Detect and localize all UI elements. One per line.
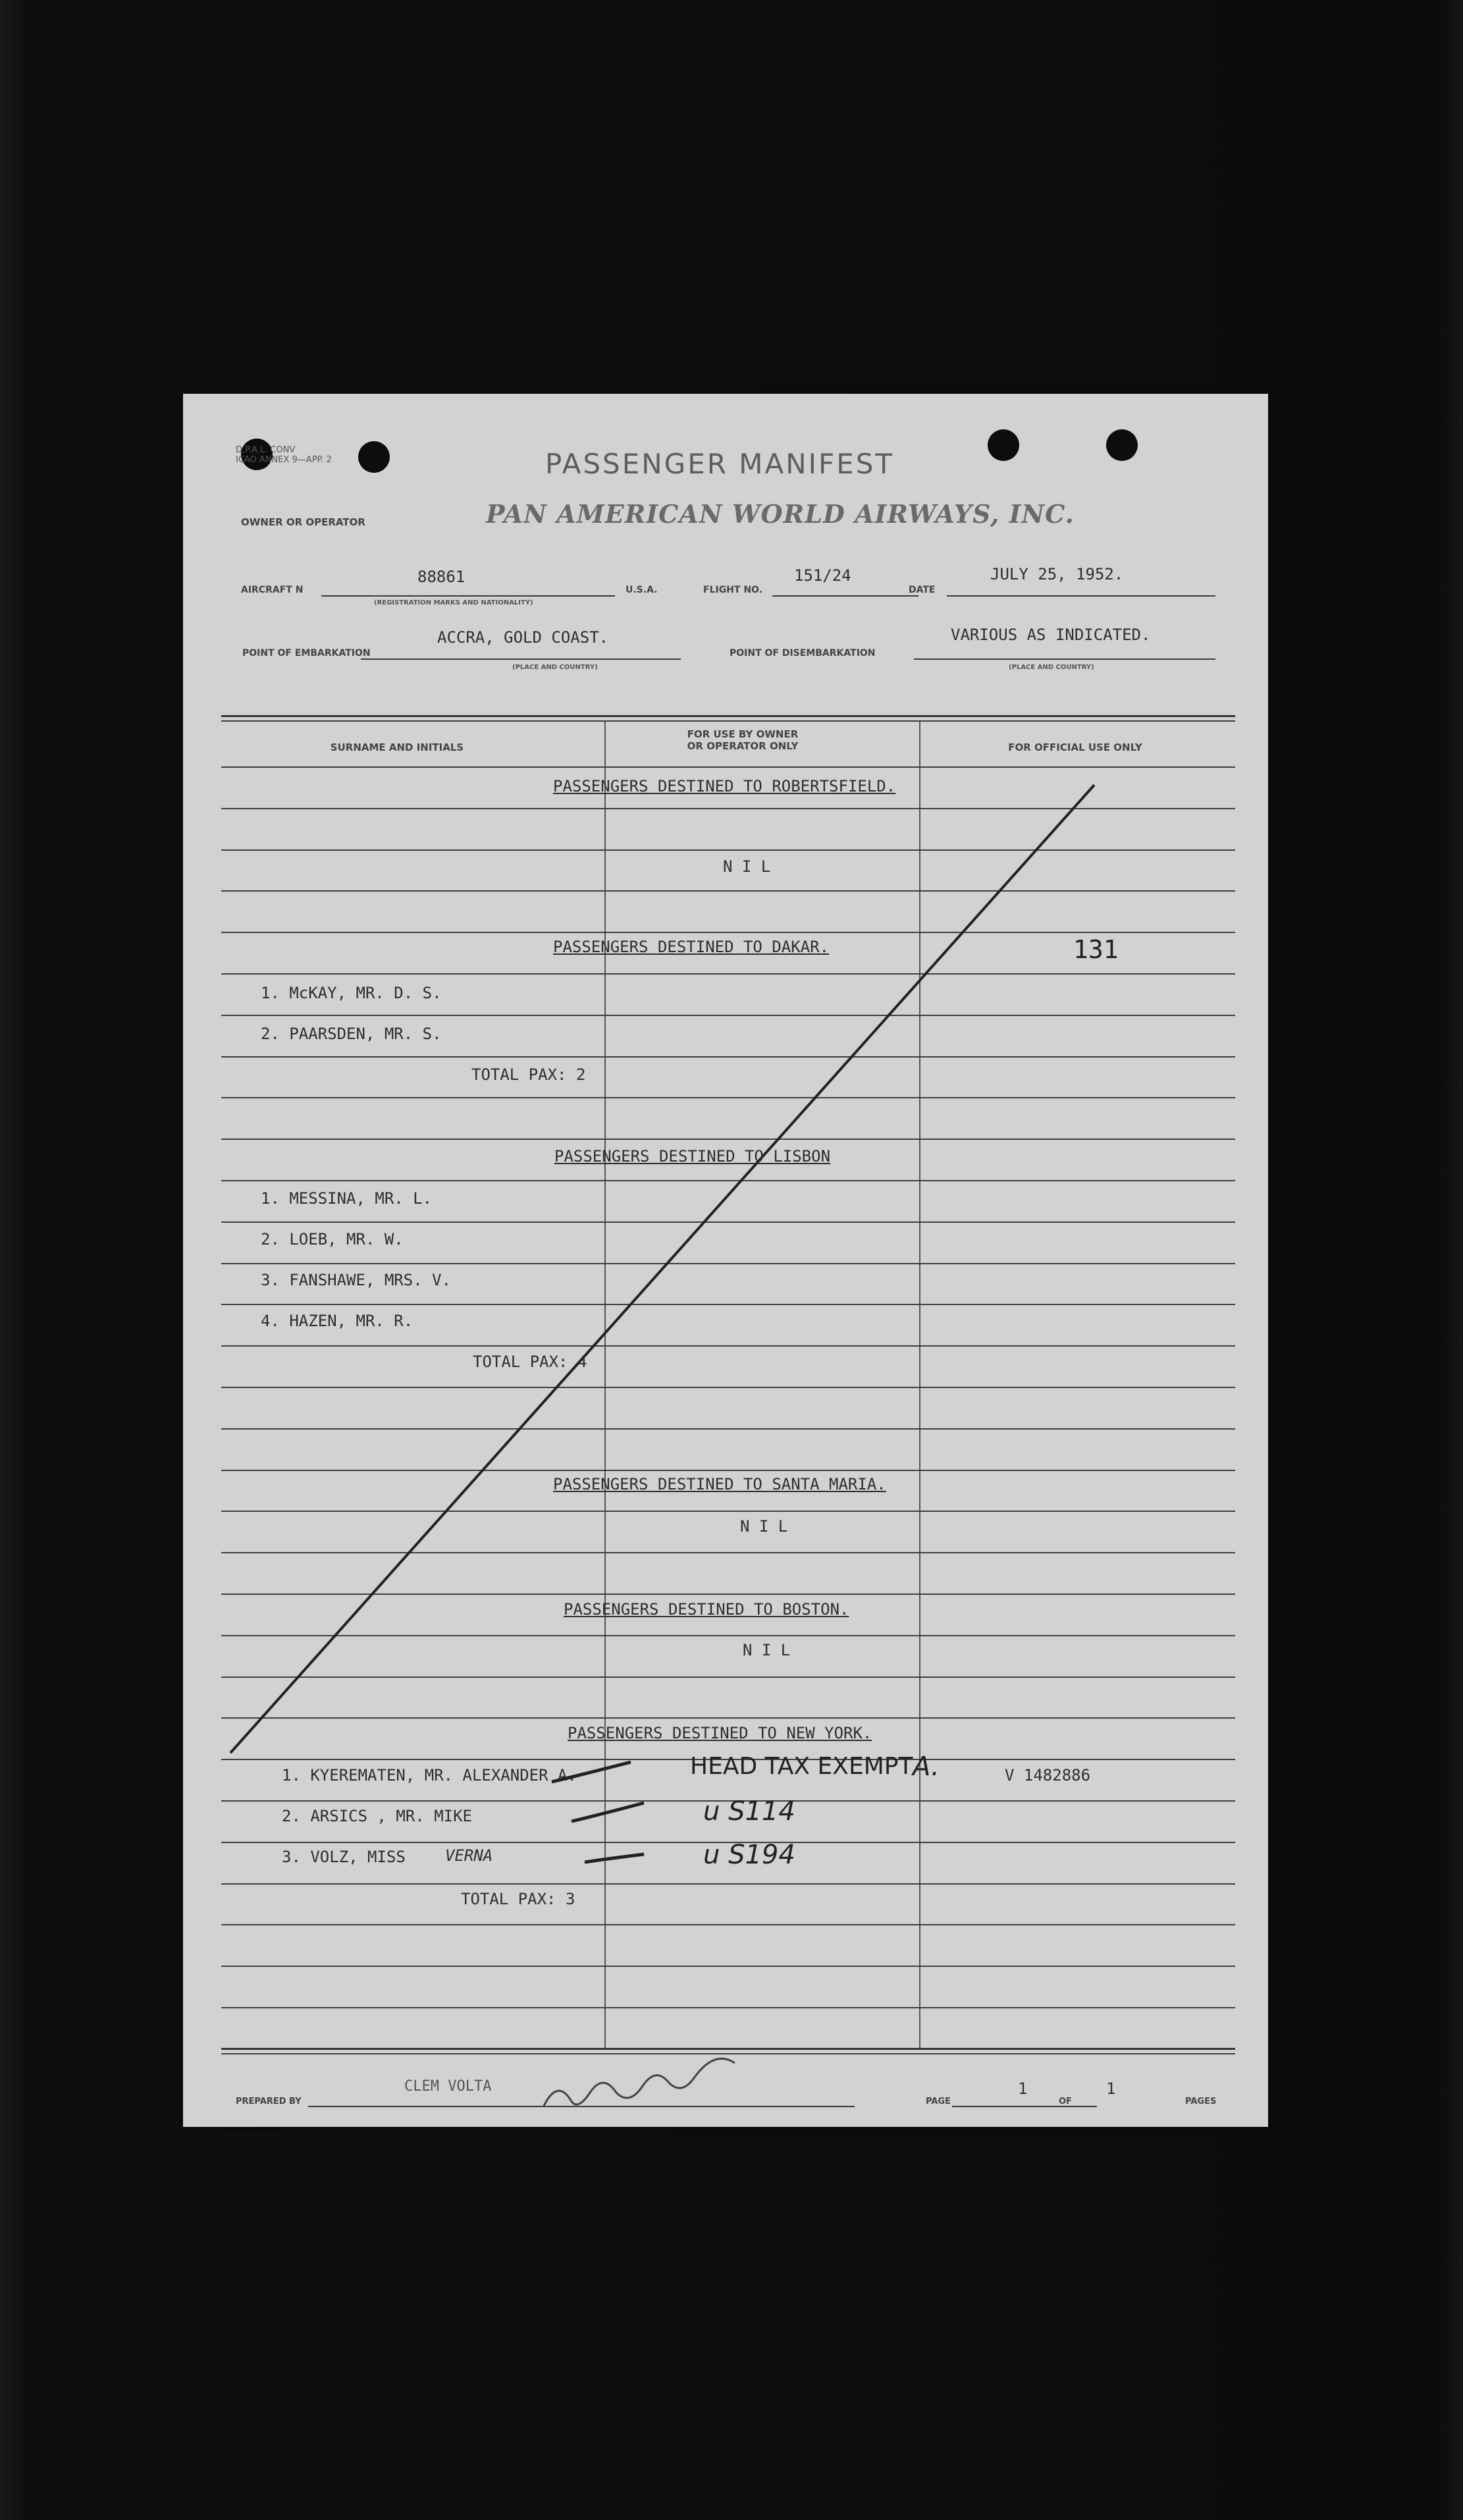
- registration-hint: (REGISTRATION MARKS AND NATIONALITY): [374, 599, 533, 606]
- of-label: OF: [1059, 2097, 1072, 2106]
- airline-name: PAN AMERICAN WORLD AIRWAYS, INC.: [486, 499, 1075, 529]
- total-dakar: TOTAL PAX: 2: [471, 1065, 586, 1084]
- passenger-dakar-2: 2. PAARSDEN, MR. S.: [261, 1025, 442, 1043]
- footer-top-rule: [221, 2048, 1235, 2050]
- usa-label: U.S.A.: [625, 585, 658, 595]
- passenger-ny-3-handwritten: VERNA: [445, 1846, 493, 1865]
- flight-label: FLIGHT NO.: [703, 585, 762, 595]
- passenger-ny-1: 1. KYEREMATEN, MR. ALEXANDER A.: [282, 1766, 577, 1784]
- disembark-label: POINT OF DISEMBARKATION: [730, 648, 876, 658]
- embark-label: POINT OF EMBARKATION: [242, 648, 371, 658]
- prepared-by-label: PREPARED BY: [236, 2097, 302, 2106]
- col-header-surname: SURNAME AND INITIALS: [330, 741, 464, 753]
- official-ref-ny-1: V 1482886: [1005, 1766, 1091, 1784]
- date-label: DATE: [909, 585, 936, 595]
- manifest-paper: [183, 394, 1268, 2127]
- signature-scribble: [544, 2058, 735, 2106]
- heading-new-york: PASSENGERS DESTINED TO NEW YORK.: [568, 1724, 872, 1742]
- heading-boston: PASSENGERS DESTINED TO BOSTON.: [564, 1600, 849, 1619]
- head-tax-exempt-note: HEAD TAX EXEMPT: [690, 1753, 913, 1780]
- handwritten-ref-ny-3: u S194: [703, 1840, 795, 1870]
- heading-lisbon: PASSENGERS DESTINED TO LISBON: [554, 1147, 831, 1166]
- form-code-line2: ICAO ANNEX 9—APP. 2: [236, 455, 332, 465]
- col-header-owner-line1: FOR USE BY OWNER: [687, 728, 799, 740]
- col-header-owner-line2: OR OPERATOR ONLY: [687, 740, 799, 752]
- head-tax-exempt-mark: A.: [913, 1752, 940, 1782]
- passenger-lisbon-1: 1. MESSINA, MR. L.: [261, 1189, 433, 1208]
- prepared-by-line: [308, 2106, 855, 2107]
- nil-boston: N I L: [743, 1641, 791, 1659]
- heading-santa-maria: PASSENGERS DESTINED TO SANTA MARIA.: [553, 1475, 886, 1493]
- disembark-value: VARIOUS AS INDICATED.: [951, 626, 1151, 644]
- page-line: [952, 2106, 1097, 2107]
- col-header-official: FOR OFFICIAL USE ONLY: [1008, 741, 1142, 753]
- passenger-ny-2: 2. ARSICS , MR. MIKE: [282, 1807, 472, 1825]
- form-code-line1: D.P.A.L. CONV: [236, 445, 296, 455]
- prepared-by-value: CLEM VOLTA: [404, 2078, 492, 2095]
- flight-value: 151/24: [794, 566, 851, 585]
- date-value: JULY 25, 1952.: [990, 565, 1124, 583]
- passenger-ny-3: 3. VOLZ, MISS: [282, 1848, 406, 1866]
- pages-label: PAGES: [1185, 2097, 1217, 2106]
- embark-place-hint: (PLACE AND COUNTRY): [512, 664, 598, 671]
- passenger-lisbon-2: 2. LOEB, MR. W.: [261, 1230, 404, 1248]
- embark-value: ACCRA, GOLD COAST.: [437, 628, 609, 647]
- passenger-lisbon-3: 3. FANSHAWE, MRS. V.: [261, 1271, 451, 1289]
- disembark-place-hint: (PLACE AND COUNTRY): [1009, 664, 1094, 671]
- heading-dakar: PASSENGERS DESTINED TO DAKAR.: [553, 938, 830, 956]
- aircraft-value: 88861: [417, 568, 466, 586]
- page-label: PAGE: [926, 2097, 951, 2106]
- of-value: 1: [1106, 2079, 1116, 2098]
- heading-robertsfield: PASSENGERS DESTINED TO ROBERTSFIELD.: [553, 777, 896, 795]
- total-lisbon: TOTAL PAX: 4: [473, 1353, 587, 1371]
- nil-santa-maria: N I L: [740, 1517, 788, 1536]
- form-title: PASSENGER MANIFEST: [545, 448, 895, 480]
- page-value: 1: [1018, 2079, 1028, 2098]
- official-number-131: 131: [1073, 935, 1119, 964]
- handwritten-ref-ny-2: u S114: [703, 1796, 795, 1827]
- footer-top-rule-2: [221, 2053, 1235, 2054]
- aircraft-label: AIRCRAFT N: [241, 585, 304, 595]
- passenger-lisbon-4: 4. HAZEN, MR. R.: [261, 1312, 413, 1330]
- owner-label: OWNER OR OPERATOR: [241, 516, 365, 528]
- nil-robertsfield: N I L: [723, 857, 771, 876]
- passenger-dakar-1: 1. McKAY, MR. D. S.: [261, 984, 442, 1002]
- total-new-york: TOTAL PAX: 3: [461, 1890, 575, 1908]
